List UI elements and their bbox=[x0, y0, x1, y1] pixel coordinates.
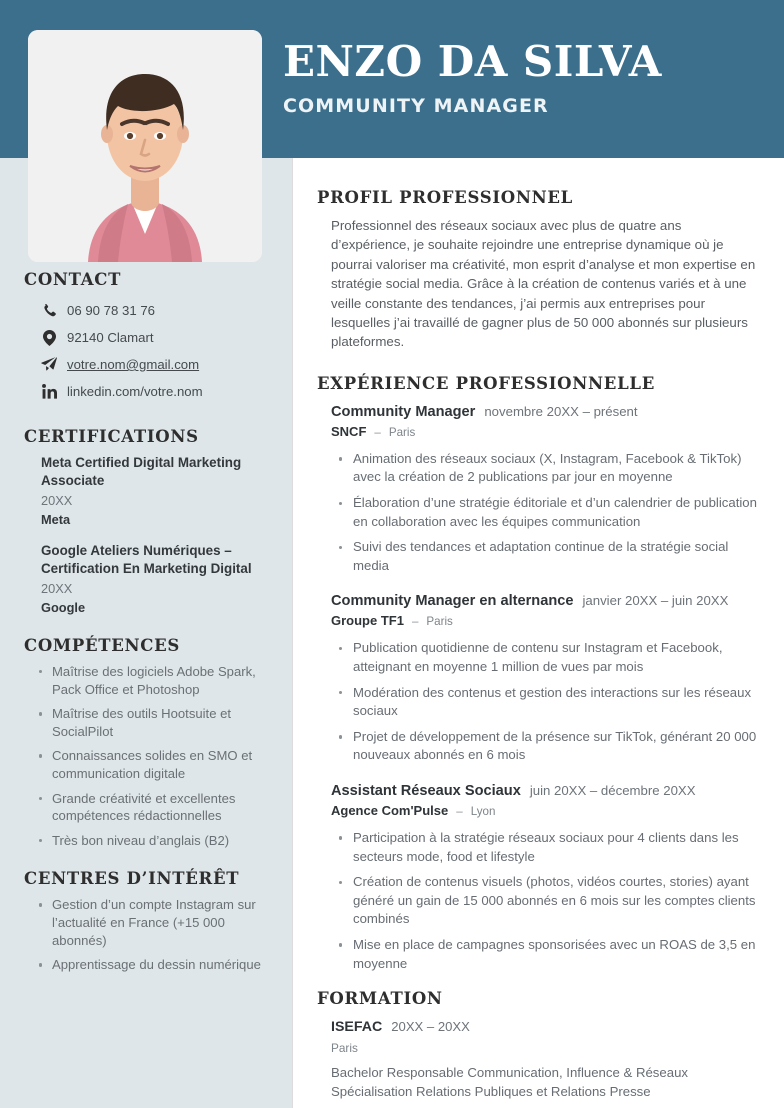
list-item: Mise en place de campagnes sponsorisées avec un ROAS de 3,5 en moyenne bbox=[331, 936, 764, 973]
profile-heading: PROFIL PROFESSIONNEL bbox=[317, 188, 573, 207]
list-item: Élaboration d’une stratégie éditoriale et d’un calendrier de publication en collaboration avec les équipes communication bbox=[331, 494, 764, 531]
education-header bbox=[331, 1017, 764, 1037]
certification-org: Google bbox=[41, 600, 86, 615]
certification-name: Google Ateliers Numériques – Certification En Marketing Digital bbox=[41, 543, 252, 576]
experience-company: Agence Com'Pulse bbox=[331, 802, 449, 818]
education-description: Bachelor Responsable Communication, Influence & Réseaux Spécialisation Relations Publiques et Relations Presse bbox=[331, 1065, 688, 1099]
list-item: Animation des réseaux sociaux (X, Instagram, Facebook & TikTok) avec la création de 2 publications par jour en moyenne bbox=[331, 450, 764, 487]
list-item: Connaissances solides en SMO et communication digitale bbox=[24, 747, 270, 782]
list-item: Participation à la stratégie réseaux sociaux pour 4 clients dans les secteurs mode, food et lifestyle bbox=[331, 829, 764, 866]
experience-location: Paris bbox=[388, 425, 416, 439]
list-item: Apprentissage du dessin numérique bbox=[24, 956, 270, 974]
contact-item-phone[interactable] bbox=[24, 297, 270, 324]
contact-list bbox=[24, 297, 270, 405]
list-item: Projet de développement de la présence sur TikTok, générant 20 000 nouveaux abonnés en 6 mois bbox=[331, 728, 764, 765]
separator-dash: – bbox=[374, 425, 381, 439]
interests-heading: CENTRES D’INTÉRÊT bbox=[24, 869, 240, 889]
profile-text: Professionnel des réseaux sociaux avec plus de quatre ans d’expérience, je souhaite rejoindre une entreprise dynamique où je pourrai valoriser ma créativité, mon esprit d’analyse et mon expertise en stratégie social media. Grâce à la création de contenus variés et à une veille constante des tendances, j’ai permis aux entreprises pour lesquelles j’ai travaillé de gagner plus de 50 000 abonnés sur plusieurs plateformes. bbox=[331, 218, 756, 350]
avatar bbox=[28, 30, 262, 262]
list-item: Très bon niveau d’anglais (B2) bbox=[24, 832, 270, 850]
experience-item bbox=[317, 402, 764, 576]
paper-plane-icon bbox=[41, 357, 57, 373]
experience-item bbox=[317, 591, 764, 765]
list-item: Suivi des tendances et adaptation continue de la stratégie social media bbox=[331, 538, 764, 575]
separator-dash: – bbox=[456, 804, 463, 818]
experience-bullets bbox=[331, 639, 764, 765]
experience-role: Assistant Réseaux Sociaux bbox=[331, 782, 521, 799]
experience-location: Paris bbox=[426, 615, 453, 629]
contact-item-linkedin[interactable] bbox=[24, 378, 270, 405]
experience-company: Groupe TF1 bbox=[331, 613, 404, 629]
experience-header bbox=[331, 402, 764, 422]
header-text-block bbox=[283, 38, 773, 117]
experience-role: Community Manager en alternance bbox=[331, 593, 574, 610]
contact-item-location[interactable] bbox=[24, 324, 270, 351]
experience-header bbox=[331, 781, 764, 801]
location-pin-icon bbox=[41, 330, 57, 346]
list-item: Grande créativité et excellentes compétences rédactionnelles bbox=[24, 790, 270, 825]
sidebar bbox=[0, 158, 292, 1108]
experience-location: Lyon bbox=[470, 804, 496, 818]
experience-dates: novembre 20XX – présent bbox=[484, 403, 638, 419]
list-item: Gestion d’un compte Instagram sur l’actualité en France (+15 000 abonnés) bbox=[24, 896, 270, 949]
experience-dates: juin 20XX – décembre 20XX bbox=[529, 782, 696, 798]
contact-phone-text: 06 90 78 31 76 bbox=[67, 303, 155, 318]
list-item: Maîtrise des logiciels Adobe Spark, Pack Office et Photoshop bbox=[24, 663, 270, 698]
page-title: ENZO DA SILVA bbox=[283, 37, 662, 86]
experience-item bbox=[317, 781, 764, 973]
education-school: ISEFAC bbox=[331, 1019, 383, 1036]
list-item bbox=[24, 454, 270, 528]
list-item bbox=[24, 542, 270, 616]
experience-role: Community Manager bbox=[331, 403, 476, 420]
interests-list bbox=[24, 896, 270, 973]
skills-heading: COMPÉTENCES bbox=[24, 636, 181, 655]
contact-email-text[interactable]: votre.nom@gmail.com bbox=[67, 357, 200, 372]
certification-year: 20XX bbox=[41, 581, 73, 596]
experience-subheader bbox=[331, 612, 764, 631]
contact-linkedin-text: linkedin.com/votre.nom bbox=[67, 384, 203, 399]
list-item: Publication quotidienne de contenu sur Instagram et Facebook, atteignant en moyenne 1 million de vues par mois bbox=[331, 639, 764, 676]
experience-dates: janvier 20XX – juin 20XX bbox=[582, 593, 729, 609]
certifications-list bbox=[24, 454, 270, 616]
experience-bullets bbox=[331, 450, 764, 576]
experience-subheader bbox=[331, 802, 764, 821]
certification-name: Meta Certified Digital Marketing Associate bbox=[41, 455, 242, 488]
education-item bbox=[317, 1017, 764, 1101]
experience-subheader bbox=[331, 423, 764, 442]
certification-year: 20XX bbox=[41, 493, 73, 508]
education-heading: FORMATION bbox=[317, 989, 443, 1009]
contact-item-email[interactable] bbox=[24, 351, 270, 378]
phone-icon bbox=[41, 303, 57, 319]
list-item: Création de contenus visuels (photos, vidéos courtes, stories) ayant généré un gain de 15 000 abonnés en 6 mois sur les comptes clients combinés bbox=[331, 873, 764, 929]
education-location: Paris bbox=[331, 1041, 358, 1056]
contact-location-text: 92140 Clamart bbox=[67, 330, 154, 345]
job-title: COMMUNITY MANAGER bbox=[283, 95, 549, 117]
experience-heading: EXPÉRIENCE PROFESSIONNELLE bbox=[317, 373, 655, 393]
main-column bbox=[293, 158, 784, 1108]
portrait-photo-icon bbox=[28, 30, 262, 262]
certifications-heading: CERTIFICATIONS bbox=[24, 427, 199, 446]
experience-header bbox=[331, 591, 764, 611]
education-dates: 20XX – 20XX bbox=[391, 1019, 470, 1035]
experience-bullets bbox=[331, 829, 764, 973]
skills-list bbox=[24, 663, 270, 849]
list-item: Maîtrise des outils Hootsuite et SocialPilot bbox=[24, 705, 270, 740]
experience-company: SNCF bbox=[331, 423, 367, 439]
list-item: Modération des contenus et gestion des interactions sur les réseaux sociaux bbox=[331, 684, 764, 721]
linkedin-icon bbox=[41, 384, 57, 400]
contact-heading: CONTACT bbox=[24, 270, 122, 289]
separator-dash: – bbox=[411, 615, 419, 629]
certification-org: Meta bbox=[41, 512, 71, 527]
